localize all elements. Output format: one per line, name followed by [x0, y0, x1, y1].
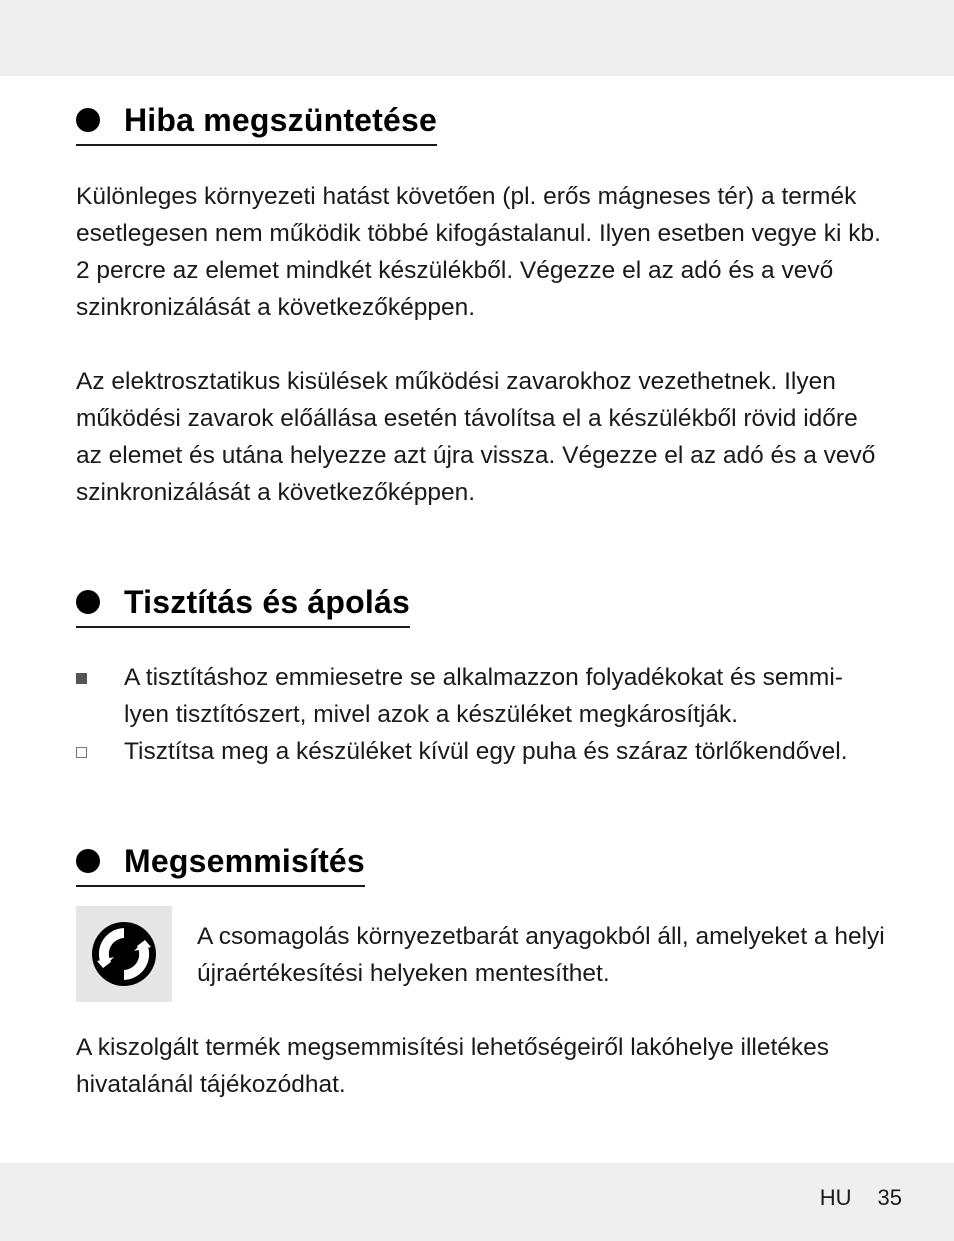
- square-bullet-icon: [76, 747, 87, 758]
- section-title: Hiba megszüntetése: [124, 102, 438, 138]
- packaging-text: A csomagolás környezetbarát anyagokból áll, amelyeket a helyi újraértékesítési helyeken mentesíthet.: [197, 923, 885, 987]
- bullet-dot-icon: [76, 849, 100, 873]
- list-item: [76, 733, 886, 770]
- troubleshooting-paragraph-1: Különleges környezeti hatást követően (pl. erős mágneses tér) a termék esetlegesen nem működik többé kifogástalanul. Ilyen esetben vegye ki kb. 2 percre az elemet mindkét készülékből. Végezze el az adó és a vevő szinkronizálását a következőképpen.: [76, 183, 881, 321]
- heading-troubleshooting: [76, 100, 437, 146]
- heading-disposal: [76, 841, 365, 887]
- bottom-band: [0, 1163, 954, 1241]
- page-number: 35: [877, 1185, 902, 1210]
- list-item-text: A tisztításhoz emmiesetre se alkalmazzon folyadékokat és semmi-lyen tisztítószert, mivel azok a készüléket megkárosítják.: [124, 664, 843, 728]
- section-title: Tisztítás és ápolás: [124, 584, 411, 620]
- bullet-dot-icon: [76, 590, 100, 614]
- list-item: [76, 659, 886, 733]
- troubleshooting-paragraph-2: Az elektrosztatikus kisülések működési zavarokhoz vezethetnek. Ilyen működési zavarok előállása esetén távolítsa el a készülékből rövid időre az elemet és utána helyezze azt újra vissza. Végezze el az adó és a vevő szinkronizálását a következőképpen.: [76, 368, 876, 506]
- language-code: HU: [819, 1185, 852, 1210]
- green-dot-recycle-icon: [76, 906, 172, 1002]
- recycle-symbol-icon: [89, 919, 159, 989]
- section-title: Megsemmisítés: [124, 843, 365, 879]
- bullet-dot-icon: [76, 108, 100, 132]
- page-footer: [820, 1185, 902, 1211]
- square-bullet-icon: [76, 673, 87, 684]
- list-item-text: Tisztítsa meg a készüléket kívül egy puha és száraz törlőkendővel.: [124, 738, 848, 765]
- disposal-paragraph: A kiszolgált termék megsemmisítési lehetőségeiről lakóhelye illetékes hivatalánál tájékozódhat.: [76, 1034, 830, 1098]
- heading-cleaning: [76, 582, 410, 628]
- top-band: [0, 0, 954, 76]
